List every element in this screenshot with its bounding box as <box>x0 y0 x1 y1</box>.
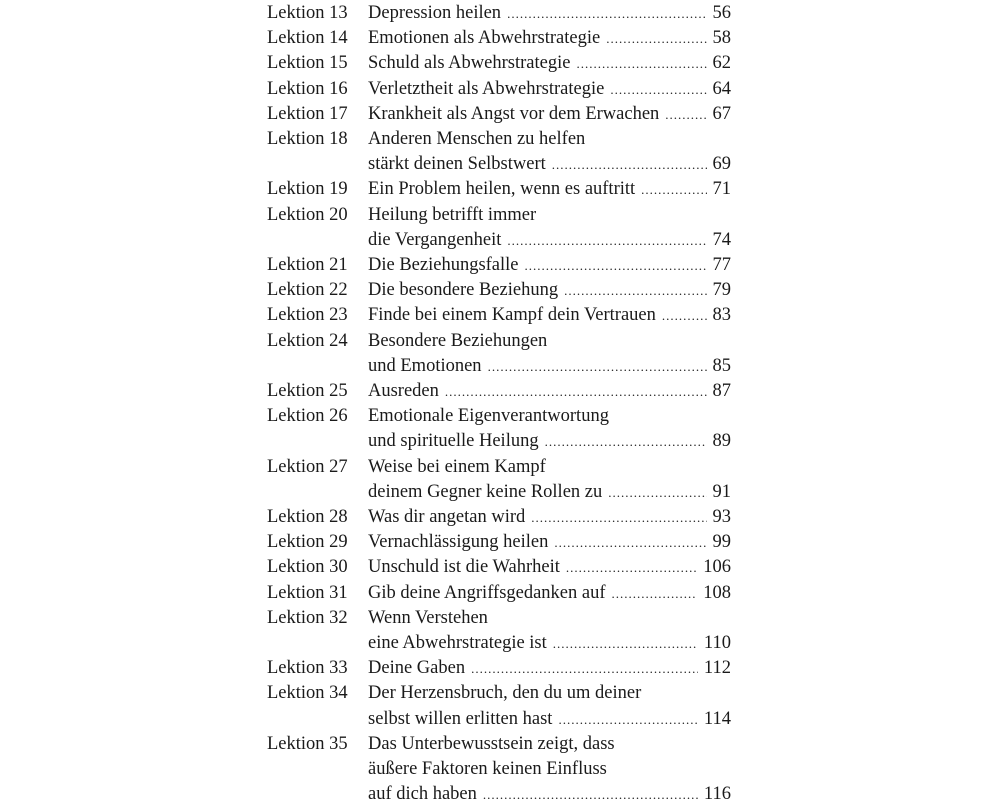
lesson-title-block <box>368 177 731 202</box>
toc-entry[interactable] <box>267 505 737 530</box>
dot-leader <box>608 480 706 505</box>
lesson-title-line <box>368 152 731 177</box>
dot-leader <box>553 631 698 656</box>
lesson-label: Lektion 22 <box>267 280 348 301</box>
lesson-title-line <box>368 354 731 379</box>
lesson-title: Krankheit als Angst vor dem Erwachen <box>368 103 660 124</box>
lesson-title-block <box>368 581 731 606</box>
lesson-title: Der Herzensbruch, den du um deiner <box>368 683 642 704</box>
dot-leader <box>576 51 706 76</box>
lesson-title-block <box>368 530 731 555</box>
lesson-title-line <box>368 303 731 328</box>
toc-entry[interactable] <box>267 732 737 808</box>
toc-entry[interactable] <box>267 127 737 177</box>
dot-leader <box>665 102 706 127</box>
lesson-title: Ausreden <box>368 381 439 402</box>
lesson-label: Lektion 28 <box>267 507 348 528</box>
lesson-title: Verletztheit als Abwehrstrategie <box>368 78 605 99</box>
lesson-title-line <box>368 631 731 656</box>
lesson-title-block <box>368 505 731 530</box>
page-number: 108 <box>703 582 731 603</box>
lesson-title: Schuld als Abwehrstrategie <box>368 53 571 74</box>
dot-leader <box>566 555 697 580</box>
lesson-title: Depression heilen <box>368 3 502 23</box>
lesson-title: stärkt deinen Selbstwert <box>368 154 546 175</box>
dot-leader <box>507 228 706 253</box>
lesson-title-line <box>368 253 731 278</box>
lesson-title-block <box>368 1 731 26</box>
lesson-title-block <box>368 253 731 278</box>
page-number: 83 <box>712 305 731 326</box>
lesson-title: Das Unterbewusstsein zeigt, dass <box>368 733 615 754</box>
lesson-title-line <box>368 228 731 253</box>
lesson-title: Gib deine Angriffsgedanken auf <box>368 582 606 603</box>
dot-leader <box>488 354 707 379</box>
lesson-title-line <box>368 530 731 555</box>
lesson-title-line <box>368 26 731 51</box>
page-number: 93 <box>712 507 731 528</box>
toc-entry[interactable] <box>267 303 737 328</box>
page-number: 64 <box>712 78 731 99</box>
lesson-label: Lektion 20 <box>267 204 348 225</box>
dot-leader <box>507 1 706 26</box>
lesson-title-block <box>368 455 731 505</box>
page-number: 69 <box>712 154 731 175</box>
dot-leader <box>525 253 707 278</box>
lesson-title-line <box>368 404 731 429</box>
lesson-title-block <box>368 656 731 681</box>
lesson-title-line <box>368 77 731 102</box>
page-number: 79 <box>712 280 731 301</box>
lesson-title-line <box>368 681 731 706</box>
lesson-title-block <box>368 379 731 404</box>
lesson-title-line <box>368 429 731 454</box>
table-of-contents <box>267 1 737 808</box>
lesson-title: selbst willen erlitten hast <box>368 708 553 729</box>
lesson-label: Lektion 31 <box>267 582 348 603</box>
lesson-label: Lektion 32 <box>267 607 348 628</box>
lesson-label: Lektion 15 <box>267 53 348 74</box>
lesson-title-line <box>368 278 731 303</box>
toc-entry[interactable] <box>267 51 737 76</box>
lesson-title-line <box>368 177 731 202</box>
lesson-title: eine Abwehrstrategie ist <box>368 633 547 654</box>
dot-leader <box>564 278 706 303</box>
page-number: 116 <box>703 784 731 805</box>
toc-entry[interactable] <box>267 177 737 202</box>
lesson-title: die Vergangenheit <box>368 229 502 250</box>
lesson-title-line <box>368 379 731 404</box>
page-number: 85 <box>712 355 731 376</box>
dot-leader <box>554 530 706 555</box>
dot-leader <box>531 505 706 530</box>
lesson-title-block <box>368 127 731 177</box>
lesson-title-block <box>368 51 731 76</box>
dot-leader <box>612 581 698 606</box>
lesson-label: Lektion 35 <box>267 733 348 754</box>
lesson-label: Lektion 13 <box>267 3 348 23</box>
lesson-title-block <box>368 278 731 303</box>
lesson-label: Lektion 27 <box>267 456 348 477</box>
lesson-title: Ein Problem heilen, wenn es auftritt <box>368 179 636 200</box>
dot-leader <box>545 429 707 454</box>
lesson-title-line <box>368 127 731 152</box>
lesson-title: Was dir angetan wird <box>368 507 526 528</box>
page-number: 110 <box>703 633 731 654</box>
dot-leader <box>641 177 706 202</box>
lesson-title-block <box>368 26 731 51</box>
lesson-title-line <box>368 455 731 480</box>
dot-leader <box>558 707 697 732</box>
lesson-title-block <box>368 102 731 127</box>
lesson-label: Lektion 17 <box>267 103 348 124</box>
toc-entry[interactable] <box>267 203 737 253</box>
lesson-title: Finde bei einem Kampf dein Vertrauen <box>368 305 656 326</box>
dot-leader <box>662 303 707 328</box>
lesson-title: auf dich haben <box>368 784 477 805</box>
lesson-title-block <box>368 732 731 808</box>
page-number: 89 <box>712 431 731 452</box>
toc-entry[interactable] <box>267 1 737 26</box>
lesson-title-line <box>368 51 731 76</box>
toc-entry[interactable] <box>267 379 737 404</box>
toc-entry[interactable] <box>267 26 737 51</box>
toc-entry[interactable] <box>267 278 737 303</box>
lesson-label: Lektion 30 <box>267 557 348 578</box>
page-number: 106 <box>703 557 731 578</box>
page-number: 112 <box>703 658 731 679</box>
toc-entry[interactable] <box>267 681 737 731</box>
lesson-title-block <box>368 555 731 580</box>
page-number: 74 <box>712 229 731 250</box>
lesson-title-line <box>368 606 731 631</box>
toc-entry[interactable] <box>267 455 737 505</box>
lesson-label: Lektion 23 <box>267 305 348 326</box>
lesson-title: Die Beziehungsfalle <box>368 255 519 276</box>
lesson-title: Anderen Menschen zu helfen <box>368 129 586 150</box>
lesson-label: Lektion 25 <box>267 381 348 402</box>
lesson-title: Vernachlässigung heilen <box>368 532 549 553</box>
toc-entry[interactable] <box>267 581 737 606</box>
lesson-title-line <box>368 707 731 732</box>
page-number: 99 <box>712 532 731 553</box>
lesson-title-line <box>368 1 731 26</box>
page-number: 91 <box>712 481 731 502</box>
lesson-title-line <box>368 102 731 127</box>
lesson-title: äußere Faktoren keinen Einfluss <box>368 759 607 780</box>
lesson-title-line <box>368 581 731 606</box>
lesson-label: Lektion 33 <box>267 658 348 679</box>
page-number: 56 <box>712 3 731 23</box>
lesson-title: Wenn Verstehen <box>368 607 488 628</box>
dot-leader <box>552 152 707 177</box>
toc-entry[interactable] <box>267 656 737 681</box>
lesson-title-line <box>368 782 731 807</box>
lesson-title: Weise bei einem Kampf <box>368 456 546 477</box>
toc-entry[interactable] <box>267 77 737 102</box>
lesson-title: Besondere Beziehungen <box>368 330 548 351</box>
lesson-title: Die besondere Beziehung <box>368 280 559 301</box>
lesson-title-line <box>368 203 731 228</box>
lesson-title-block <box>368 303 731 328</box>
lesson-title-line <box>368 757 731 782</box>
lesson-label: Lektion 21 <box>267 255 348 276</box>
lesson-title-block <box>368 681 731 731</box>
lesson-title: Unschuld ist die Wahrheit <box>368 557 560 578</box>
lesson-title-block <box>368 606 731 656</box>
lesson-label: Lektion 19 <box>267 179 348 200</box>
lesson-title: Deine Gaben <box>368 658 466 679</box>
lesson-label: Lektion 34 <box>267 683 348 704</box>
toc-entry[interactable] <box>267 102 737 127</box>
lesson-title-line <box>368 480 731 505</box>
page-number: 62 <box>712 53 731 74</box>
toc-entry[interactable] <box>267 253 737 278</box>
lesson-title: Emotionen als Abwehrstrategie <box>368 28 601 49</box>
toc-entry[interactable] <box>267 606 737 656</box>
lesson-label: Lektion 16 <box>267 78 348 99</box>
page-number: 114 <box>703 708 731 729</box>
lesson-label: Lektion 18 <box>267 129 348 150</box>
lesson-title-block <box>368 203 731 253</box>
toc-entry[interactable] <box>267 530 737 555</box>
lesson-title-line <box>368 555 731 580</box>
lesson-label: Lektion 24 <box>267 330 348 351</box>
page-number: 58 <box>712 28 731 49</box>
page-number: 67 <box>712 103 731 124</box>
page-number: 71 <box>712 179 731 200</box>
dot-leader <box>483 782 698 807</box>
dot-leader <box>606 26 706 51</box>
lesson-title-line <box>368 732 731 757</box>
lesson-title: und Emotionen <box>368 355 482 376</box>
lesson-label: Lektion 14 <box>267 28 348 49</box>
page-number: 77 <box>712 255 731 276</box>
lesson-title: Heilung betrifft immer <box>368 204 537 225</box>
page-number: 87 <box>712 381 731 402</box>
toc-entry[interactable] <box>267 329 737 379</box>
lesson-title: und spirituelle Heilung <box>368 431 539 452</box>
lesson-title-line <box>368 656 731 681</box>
dot-leader <box>610 77 706 102</box>
lesson-title-line <box>368 329 731 354</box>
lesson-title-line <box>368 505 731 530</box>
toc-entry[interactable] <box>267 404 737 454</box>
lesson-title: deinem Gegner keine Rollen zu <box>368 481 603 502</box>
dot-leader <box>471 656 698 681</box>
lesson-label: Lektion 26 <box>267 406 348 427</box>
dot-leader <box>445 379 707 404</box>
lesson-label: Lektion 29 <box>267 532 348 553</box>
lesson-title-block <box>368 329 731 379</box>
lesson-title: Emotionale Eigenverantwortung <box>368 406 609 427</box>
toc-entry[interactable] <box>267 555 737 580</box>
lesson-title-block <box>368 404 731 454</box>
lesson-title-block <box>368 77 731 102</box>
